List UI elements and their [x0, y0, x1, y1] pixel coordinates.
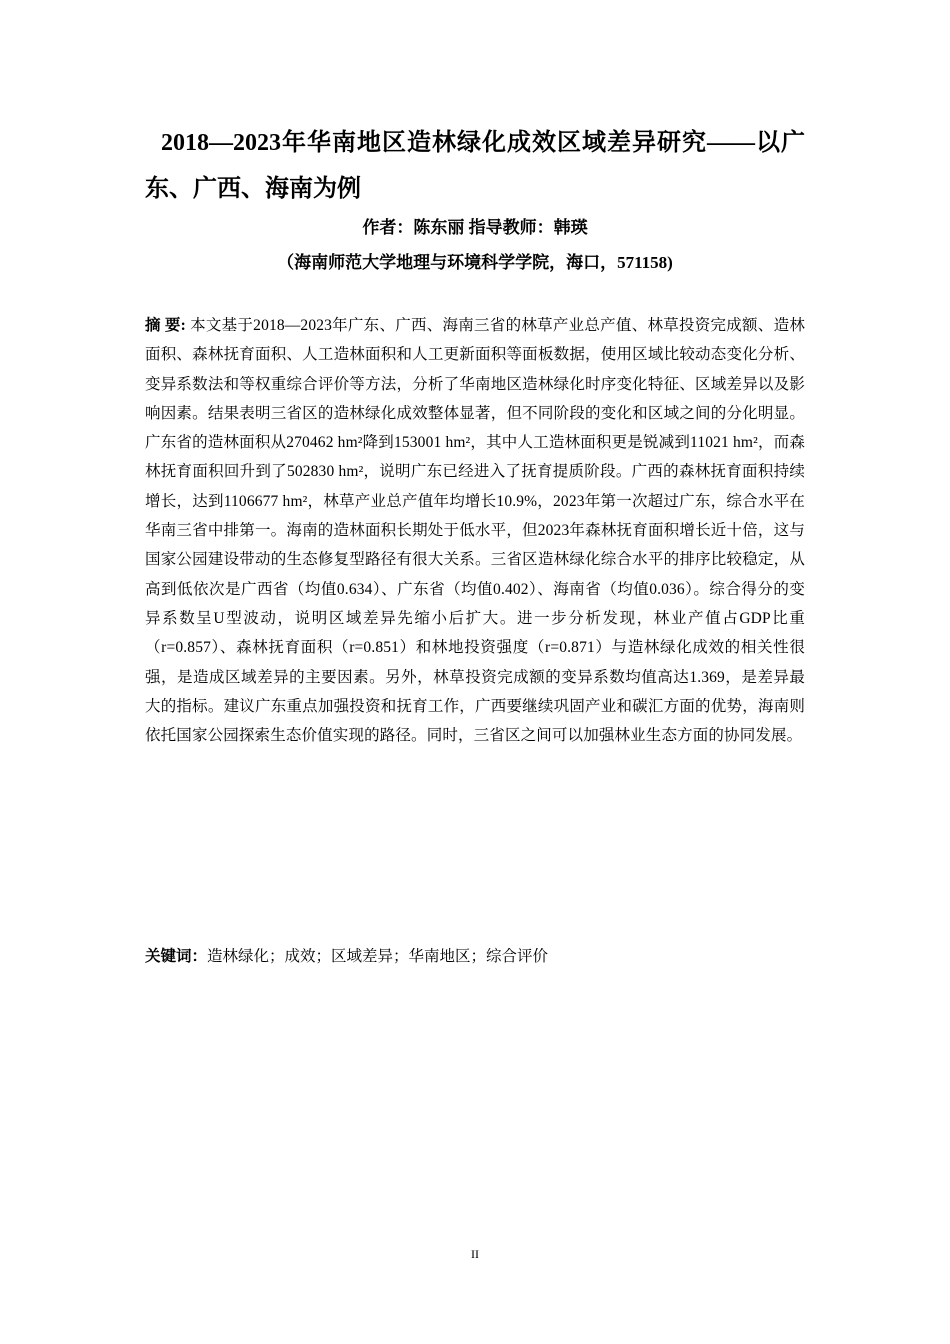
abstract-paragraph [145, 311, 805, 750]
affiliation-line: （海南师范大学地理与环境科学学院，海口，571158) [277, 253, 673, 272]
page-number: II [471, 1247, 479, 1261]
keywords-label: 关键词： [145, 948, 208, 965]
keywords-paragraph [145, 942, 805, 971]
author-line: 作者：陈东丽 指导教师：韩瑛 [362, 218, 588, 237]
paper-title: 2018—2023年华南地区造林绿化成效区域差异研究——以广东、广西、海南为例 [145, 130, 805, 202]
abstract-text: 本文基于2018—2023年广东、广西、海南三省的林草产业总产值、林草投资完成额、造林面积、森林抚育面积、人工造林面积和人工更新面积等面板数据，使用区域比较动态变化分析、变异系数法和等权重综合评价等方法，分析了华南地区造林绿化时序变化特征、区域差异以及影响因素。结果表明三省区的造林绿化成效整体显著，但不同阶段的变化和区域之间的分化明显。广东省的造林面积从270462 hm²降到153001 hm²，其中人工造林面积更是锐减到11021 hm²，而森林抚育面积回升到了502830 hm²，说明广东已经进入了抚育提质阶段。广西的森林抚育面积持续增长，达到1106677 hm²，林草产业总产值年均增长10.9%，2023年第一次超过广东，综合水平在华南三省中排第一。海南的造林面积长期处于低水平，但2023年森林抚育面积增长近十倍，这与国家公园建设带动的生态修复型路径有很大关系。三省区造林绿化综合水平的排序比较稳定，从高到低依次是广西省（均值0.634）、广东省（均值0.402）、海南省（均值0.036）。综合得分的变异系数呈U型波动，说明区域差异先缩小后扩大。进一步分析发现，林业产值占GDP比重（r=0.857）、森林抚育面积（r=0.851）和林地投资强度（r=0.871）与造林绿化成效的相关性很强，是造成区域差异的主要因素。另外，林草投资完成额的变异系数均值高达1.369，是差异最大的指标。建议广东重点加强投资和抚育工作，广西要继续巩固产业和碳汇方面的优势，海南则依托国家公园探索生态价值实现的路径。同时，三省区之间可以加强林业生态方面的协同发展。 [145, 317, 805, 745]
abstract-label: 摘 要: [145, 317, 186, 334]
keywords-text: 造林绿化；成效；区域差异；华南地区；综合评价 [207, 948, 549, 965]
